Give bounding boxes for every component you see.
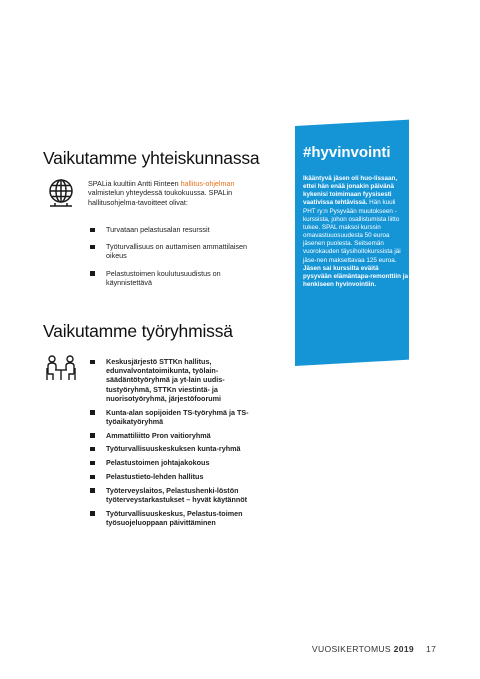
hallitusohjelma-link[interactable]: hallitus-ohjelman [180, 179, 235, 188]
list-item: Kunta-alan sopijoiden TS-työryhmä ja TS-työaikatyöryhmä [90, 408, 250, 426]
goals-list [90, 225, 250, 295]
meeting-icon [44, 352, 78, 386]
list-item: Ammattiliitto Pron vaitioryhmä [90, 431, 250, 440]
list-item: Työturvallisuuskeskus, Pelastus-toimen työsuojeluoppaan päivittäminen [90, 509, 250, 527]
list-item: Työturvallisuuskeskuksen kunta-ryhmä [90, 444, 250, 453]
section-heading-society: Vaikutamme yhteiskunnassa [43, 148, 260, 168]
sidebar-bold-intro: Ikääntyvä jäsen oli huo-lissaan, ettei hän enää jonakin päivänä kykenisi toimimaan fyysisesti vaativissa tehtävissä. [303, 175, 398, 207]
list-item: Pelastustoimen johtajakokous [90, 458, 250, 467]
section-heading-groups: Vaikutamme työryhmissä [43, 321, 233, 341]
globe-icon [44, 176, 78, 210]
list-item: Keskusjärjestö STTKn hallitus, edunvalvontatoimikunta, työlain-säädäntötyöryhmä ja yt-lain uudis-tustyöryhmä, STTKn viestintä- ja nuorisotyöryhmä, järjestöfoorumi [90, 357, 250, 403]
list-item: Pelastustoimen koulutusuudistus on käynnistettävä [90, 269, 250, 287]
list-item: Työterveyslaitos, Pelastushenki-löstön työterveystarkastukset – hyvät käytännöt [90, 486, 250, 504]
footer-label: VUOSIKERTOMUS [311, 644, 391, 654]
sidebar-bold-end: Jäsen sai kurssilta eväitä pysyvään elämäntapa-remonttiin ja henkiseen hyvinvointiin. [303, 264, 408, 289]
section1-intro [88, 179, 238, 207]
sidebar-body-text: Hän kuuli PHT ry:n Pysyvään muutokseen -kurssista, johon osallistumista liitto tukee. SPAL maksoi kurssin omavastuuosuudesta 50 euroa jäsenen puolesta. Seitsemän vuorokauden täysihoitokurssista jäi jäse-nen maksettavaa 125 euroa. [303, 199, 401, 264]
page-footer [311, 644, 437, 654]
sidebar-body [303, 175, 409, 289]
list-item: Turvataan pelastusalan resurssit [90, 225, 250, 234]
list-item: Työturvallisuus on auttamisen ammattilaisen oikeus [90, 242, 250, 260]
intro-text-end: valmistelun yhteydessä toukokuussa. SPALin hallitusohjelma-tavoitteet olivat: [88, 188, 233, 207]
sidebar-box [303, 144, 409, 289]
list-item: Pelastustieto-lehden hallitus [90, 472, 250, 481]
intro-text-start: SPALia kuultiin Antti Rinteen [88, 179, 181, 188]
sidebar-title: #hyvinvointi [303, 144, 391, 161]
workgroups-list [90, 357, 250, 532]
footer-year: 2019 [393, 644, 414, 654]
page-number: 17 [426, 644, 437, 654]
